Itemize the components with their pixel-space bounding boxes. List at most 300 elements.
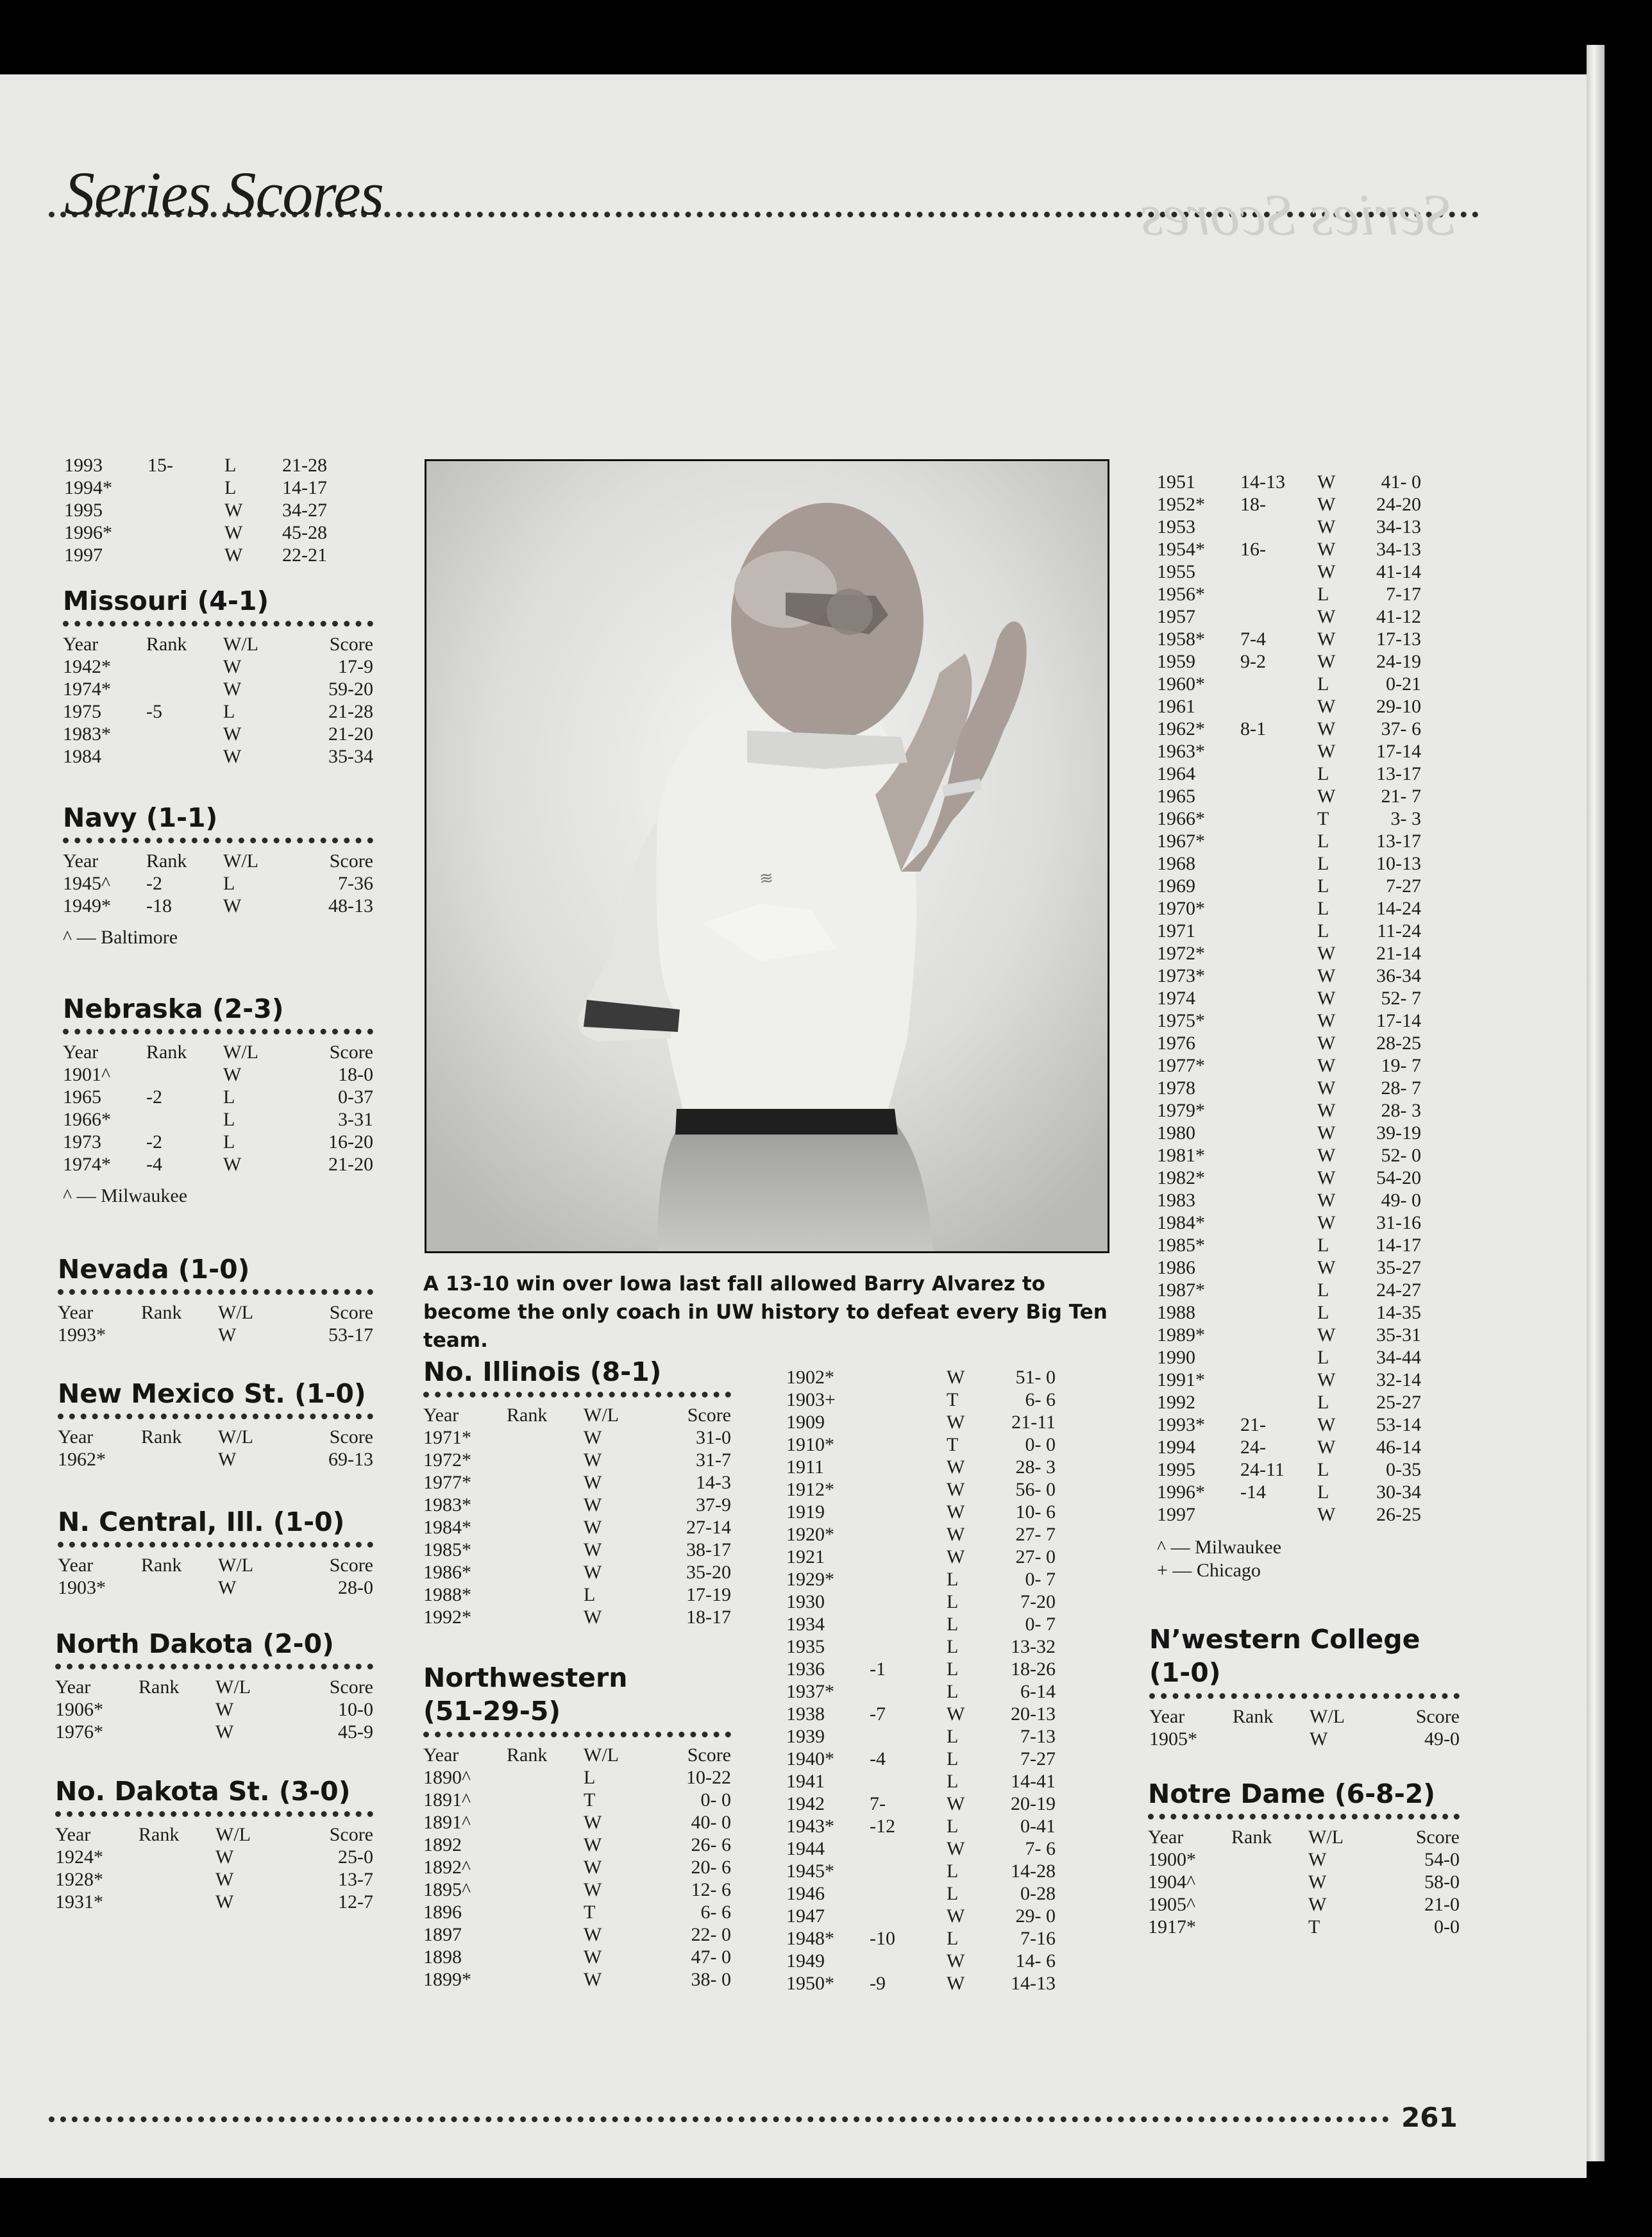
wl-cell: W	[584, 1562, 602, 1583]
table-row	[786, 1703, 1056, 1725]
score-cell: 17-19	[686, 1584, 731, 1605]
score-cell: 38-17	[686, 1539, 731, 1560]
score-table	[63, 633, 373, 768]
score-cell: 35-31	[1376, 1324, 1421, 1346]
wl-cell: W	[1317, 696, 1336, 717]
section-northwestern-continued	[786, 1366, 1056, 1995]
table-row	[1157, 1256, 1421, 1279]
section-title: Missouri (4-1)	[63, 586, 269, 616]
rank-cell: 9-2	[1240, 651, 1266, 672]
svg-text:≋: ≋	[758, 868, 775, 889]
table-row	[63, 1086, 373, 1108]
table-row	[423, 1583, 731, 1606]
score-cell: 21-14	[1376, 943, 1421, 964]
wl-cell: L	[947, 1748, 959, 1769]
column-header-score: Score	[1415, 1827, 1460, 1848]
table-row	[1157, 1234, 1421, 1256]
table-row	[1157, 1099, 1421, 1122]
section-n-central-ill	[58, 1506, 373, 1599]
score-cell: 6-14	[1020, 1681, 1056, 1702]
ghost-title-bleedthrough: Series Scores	[1140, 182, 1454, 248]
score-cell: 46-14	[1376, 1437, 1421, 1458]
rank-cell: -2	[146, 1086, 162, 1108]
table-row	[1157, 583, 1421, 605]
year-cell: 1992	[1157, 1392, 1195, 1413]
score-cell: 52- 7	[1381, 988, 1421, 1009]
rank-cell: -18	[146, 895, 172, 916]
wl-cell: L	[1317, 1235, 1329, 1256]
rank-cell: 18-	[1240, 494, 1266, 515]
score-cell: 32-14	[1376, 1369, 1421, 1390]
year-cell: 1895^	[423, 1879, 471, 1900]
table-row	[1157, 1346, 1421, 1369]
year-cell: 1892	[423, 1834, 462, 1855]
year-cell: 1959	[1157, 651, 1195, 672]
table-row	[423, 1766, 731, 1789]
wl-cell: W	[584, 1946, 602, 1968]
wl-cell: W	[223, 1154, 242, 1175]
table-row	[55, 1868, 373, 1891]
score-cell: 0-37	[338, 1086, 373, 1108]
score-cell: 10-0	[338, 1699, 373, 1720]
table-row	[1157, 471, 1421, 493]
column-header-rank: Rank	[139, 1676, 180, 1698]
wl-cell: W	[218, 1449, 237, 1470]
table-row	[786, 1770, 1056, 1793]
year-cell: 1961	[1157, 696, 1195, 717]
rank-cell: -1	[870, 1659, 886, 1680]
year-cell: 1892^	[423, 1857, 471, 1878]
year-cell: 1969	[1157, 875, 1195, 897]
section-dotted-rule	[63, 838, 373, 843]
table-row	[1148, 1871, 1460, 1893]
wl-cell: W	[1308, 1894, 1327, 1915]
section-navy	[63, 802, 373, 949]
table-row	[786, 1815, 1056, 1837]
score-cell: 27- 7	[1015, 1524, 1056, 1545]
score-cell: 22- 0	[691, 1924, 731, 1945]
year-cell: 1993*	[1157, 1414, 1205, 1435]
year-cell: 1975	[63, 701, 101, 722]
score-cell: 14-35	[1376, 1302, 1421, 1323]
score-cell: 17-14	[1376, 741, 1421, 762]
score-cell: 69-13	[328, 1449, 373, 1470]
section-dotted-rule	[55, 1664, 373, 1669]
year-cell: 1928*	[55, 1869, 103, 1890]
footnote: ^ — Milwaukee	[63, 1185, 188, 1206]
section-title: Nevada (1-0)	[58, 1254, 250, 1285]
year-cell: 1891^	[423, 1789, 471, 1811]
wl-cell: W	[215, 1846, 234, 1868]
wl-cell: W	[947, 1973, 965, 1994]
table-row	[58, 1324, 373, 1346]
wl-cell: W	[1317, 1437, 1336, 1458]
wl-cell: W	[1317, 516, 1336, 537]
year-cell: 1901^	[63, 1064, 111, 1085]
score-cell: 37-9	[696, 1494, 731, 1515]
wl-cell: L	[1317, 831, 1329, 852]
wl-cell: W	[1308, 1849, 1327, 1870]
table-row	[423, 1494, 731, 1516]
score-cell: 34-13	[1376, 539, 1421, 560]
column-header-score: Score	[329, 1676, 373, 1698]
wl-cell: L	[1317, 584, 1329, 605]
wl-cell: L	[947, 1636, 959, 1657]
table-row	[423, 1923, 731, 1946]
section-north-dakota	[55, 1628, 373, 1743]
score-table	[786, 1366, 1056, 1995]
year-cell: 1997	[64, 544, 103, 566]
wl-cell: L	[1317, 853, 1329, 874]
year-cell: 1943*	[786, 1816, 834, 1837]
section-northwestern-continued-2	[1157, 471, 1421, 1582]
section-dotted-rule	[58, 1542, 373, 1548]
table-row	[423, 1449, 731, 1471]
table-row	[58, 1576, 373, 1599]
score-cell: 14-3	[696, 1472, 731, 1493]
score-cell: 10-22	[686, 1767, 731, 1788]
section-title: Notre Dame (6-8-2)	[1148, 1778, 1435, 1809]
score-cell: 24-20	[1376, 494, 1421, 515]
year-cell: 1984*	[1157, 1212, 1205, 1233]
table-row	[1157, 807, 1421, 830]
wl-cell: W	[1317, 1100, 1336, 1121]
table-header-row	[423, 1744, 731, 1766]
table-row	[63, 723, 373, 745]
table-row	[786, 1927, 1056, 1950]
table-row	[1157, 561, 1421, 583]
rank-cell: -4	[870, 1748, 886, 1769]
score-cell: 13-32	[1011, 1636, 1056, 1657]
year-cell: 1949	[786, 1950, 825, 1971]
year-cell: 1929*	[786, 1569, 834, 1590]
table-row	[786, 1613, 1056, 1635]
table-row	[1157, 1122, 1421, 1144]
wl-cell: T	[584, 1902, 596, 1923]
wl-cell: W	[223, 895, 242, 916]
rank-cell: -14	[1240, 1481, 1266, 1503]
score-cell: 48-13	[328, 895, 373, 916]
score-cell: 41- 0	[1381, 471, 1421, 493]
year-cell: 1939	[786, 1726, 825, 1747]
year-cell: 1993*	[58, 1324, 106, 1346]
wl-cell: L	[947, 1861, 959, 1882]
table-row	[1157, 1189, 1421, 1211]
year-cell: 1956*	[1157, 584, 1205, 605]
wl-cell: W	[584, 1924, 602, 1945]
year-cell: 1942*	[63, 656, 111, 677]
table-header-row	[1148, 1826, 1460, 1848]
year-cell: 1904^	[1148, 1871, 1196, 1893]
table-row	[786, 1411, 1056, 1433]
table-row	[63, 1131, 373, 1153]
table-row	[1157, 1481, 1421, 1503]
wl-cell: L	[947, 1659, 959, 1680]
year-cell: 1977*	[1157, 1055, 1205, 1076]
table-row	[1157, 673, 1421, 695]
score-cell: 21-11	[1011, 1412, 1056, 1433]
rank-cell: -9	[870, 1973, 886, 1994]
year-cell: 1898	[423, 1946, 462, 1968]
column-header-rank: Rank	[146, 1042, 187, 1063]
column-header-score: Score	[687, 1744, 731, 1766]
year-cell: 1989*	[1157, 1324, 1205, 1346]
score-cell: 6- 6	[700, 1902, 731, 1923]
wl-cell: W	[1317, 1077, 1336, 1099]
score-cell: 13-17	[1376, 831, 1421, 852]
year-cell: 1990	[1157, 1347, 1195, 1368]
rank-cell: 21-	[1240, 1414, 1266, 1435]
year-cell: 1967*	[1157, 831, 1205, 852]
score-cell: 28- 7	[1381, 1077, 1421, 1099]
column-header-score: Score	[329, 1426, 373, 1448]
wl-cell: W	[584, 1969, 602, 1990]
table-row	[786, 1658, 1056, 1680]
score-cell: 0-35	[1386, 1459, 1421, 1480]
wl-cell: L	[1317, 673, 1329, 695]
column-header-year: Year	[55, 1676, 91, 1698]
year-cell: 1952*	[1157, 494, 1205, 515]
score-cell: 39-19	[1376, 1122, 1421, 1144]
column-header-wl: W/L	[215, 1676, 251, 1698]
section-title: New Mexico St. (1-0)	[58, 1378, 366, 1409]
year-cell: 1977*	[423, 1472, 471, 1493]
table-row	[786, 1748, 1056, 1770]
year-cell: 1954*	[1157, 539, 1205, 560]
wl-cell: W	[224, 500, 243, 521]
table-header-row	[55, 1823, 373, 1846]
wl-cell: W	[223, 656, 242, 677]
table-row	[1157, 740, 1421, 763]
year-cell: 1897	[423, 1924, 462, 1945]
table-row	[786, 1501, 1056, 1523]
table-header-row	[63, 1041, 373, 1063]
table-row	[786, 1635, 1056, 1658]
rank-cell: 16-	[1240, 539, 1266, 560]
year-cell: 1951	[1157, 471, 1195, 493]
score-cell: 41-12	[1376, 606, 1421, 627]
table-row	[1157, 875, 1421, 897]
table-row	[63, 1108, 373, 1131]
wl-cell: T	[1308, 1916, 1320, 1937]
table-row	[1157, 1436, 1421, 1458]
score-cell: 14-41	[1011, 1771, 1056, 1792]
year-cell: 1996*	[1157, 1481, 1205, 1503]
column-header-year: Year	[58, 1555, 94, 1576]
table-row	[63, 678, 373, 700]
year-cell: 1983*	[63, 723, 111, 745]
column-header-rank: Rank	[141, 1302, 182, 1323]
score-cell: 31-7	[696, 1449, 731, 1471]
table-row	[1157, 605, 1421, 628]
wl-cell: L	[1317, 875, 1329, 897]
coach-photo-image	[426, 461, 1108, 1251]
page-edge	[1587, 45, 1605, 2161]
table-row	[1157, 1369, 1421, 1391]
section-nwestern-college	[1149, 1623, 1460, 1750]
wl-cell: T	[947, 1434, 959, 1455]
wl-cell: W	[1317, 1055, 1336, 1076]
rank-cell: 15-	[148, 455, 173, 476]
year-cell: 1957	[1157, 606, 1195, 627]
score-table	[55, 1823, 373, 1913]
table-row	[423, 1811, 731, 1834]
wl-cell: W	[947, 1479, 965, 1500]
score-cell: 34-13	[1376, 516, 1421, 537]
year-cell: 1912*	[786, 1479, 834, 1500]
table-row	[423, 1789, 731, 1811]
year-cell: 1902*	[786, 1367, 834, 1388]
section-missouri	[63, 585, 373, 768]
year-cell: 1962*	[58, 1449, 106, 1470]
wl-cell: W	[1317, 1145, 1336, 1166]
table-row	[786, 1905, 1056, 1927]
score-cell: 59-20	[328, 679, 373, 700]
year-cell: 1985*	[1157, 1235, 1205, 1256]
year-cell: 1979*	[1157, 1100, 1205, 1121]
table-row	[64, 454, 327, 477]
score-cell: 7-20	[1020, 1591, 1056, 1612]
section-title: N’western College (1-0)	[1149, 1624, 1420, 1688]
column-header-rank: Rank	[507, 1744, 548, 1766]
rank-cell: -7	[870, 1703, 886, 1725]
year-cell: 1937*	[786, 1681, 834, 1702]
table-row	[64, 499, 327, 521]
year-cell: 1985*	[423, 1539, 471, 1560]
column-header-year: Year	[55, 1824, 91, 1845]
table-row	[423, 1856, 731, 1878]
wl-cell: L	[947, 1591, 959, 1612]
year-cell: 1903*	[58, 1577, 106, 1598]
rank-cell: 24-11	[1240, 1459, 1285, 1480]
wl-cell: W	[584, 1812, 602, 1833]
score-cell: 14- 6	[1015, 1950, 1056, 1971]
table-row	[63, 895, 373, 917]
score-cell: 7-27	[1386, 875, 1421, 897]
wl-cell: L	[224, 477, 237, 498]
column-header-rank: Rank	[507, 1405, 548, 1426]
table-row	[786, 1366, 1056, 1389]
wl-cell: T	[584, 1789, 596, 1811]
section-no-illinois	[423, 1356, 731, 1628]
year-cell: 1996*	[64, 522, 112, 543]
score-cell: 27- 0	[1015, 1546, 1056, 1567]
year-cell: 1995	[64, 500, 103, 521]
wl-cell: W	[947, 1838, 965, 1859]
year-cell: 1919	[786, 1501, 825, 1523]
table-row	[1157, 920, 1421, 942]
year-cell: 1963*	[1157, 741, 1205, 762]
year-cell: 1909	[786, 1412, 825, 1433]
section-title: No. Dakota St. (3-0)	[55, 1776, 351, 1807]
year-cell: 1941	[786, 1771, 825, 1792]
year-cell: 1921	[786, 1546, 825, 1567]
table-row	[786, 1972, 1056, 1995]
wl-cell: W	[1317, 494, 1336, 515]
table-row	[55, 1846, 373, 1868]
year-cell: 1968	[1157, 853, 1195, 874]
wl-cell: L	[223, 1131, 235, 1152]
rank-cell: 7-	[870, 1793, 886, 1814]
wl-cell: L	[1317, 1347, 1329, 1368]
table-row	[1157, 1054, 1421, 1077]
score-cell: 19- 7	[1381, 1055, 1421, 1076]
year-cell: 1983*	[423, 1494, 471, 1515]
score-cell: 38- 0	[691, 1969, 731, 1990]
score-table	[58, 1554, 373, 1599]
table-row	[423, 1471, 731, 1494]
table-row	[63, 1153, 373, 1176]
table-row	[786, 1860, 1056, 1882]
wl-cell: L	[223, 1109, 235, 1130]
score-cell: 29-10	[1376, 696, 1421, 717]
wl-cell: W	[1317, 1190, 1336, 1211]
score-cell: 0- 7	[1025, 1569, 1056, 1590]
table-row	[64, 521, 327, 544]
table-row	[1157, 1503, 1421, 1526]
year-cell: 1978	[1157, 1077, 1195, 1099]
wl-cell: W	[1317, 741, 1336, 762]
year-cell: 1988	[1157, 1302, 1195, 1323]
year-cell: 1942	[786, 1793, 825, 1814]
wl-cell: L	[947, 1614, 959, 1635]
column-header-year: Year	[1148, 1827, 1184, 1848]
score-cell: 58-0	[1424, 1871, 1460, 1893]
wl-cell: L	[584, 1767, 596, 1788]
column-header-rank: Rank	[1231, 1827, 1272, 1848]
table-row	[1157, 965, 1421, 987]
score-cell: 51- 0	[1015, 1367, 1056, 1388]
score-cell: 16-20	[328, 1131, 373, 1152]
table-row	[1157, 987, 1421, 1009]
table-header-row	[1149, 1705, 1460, 1728]
wl-cell: W	[584, 1427, 602, 1448]
column-header-rank: Rank	[141, 1555, 182, 1576]
score-cell: 27-14	[686, 1517, 731, 1538]
column-header-year: Year	[423, 1405, 459, 1426]
wl-cell: L	[1317, 1459, 1329, 1480]
table-row	[1157, 1414, 1421, 1436]
column-header-score: Score	[329, 1302, 373, 1323]
column-header-year: Year	[63, 1042, 99, 1063]
score-cell: 6- 6	[1025, 1389, 1056, 1410]
score-cell: 0- 0	[700, 1789, 731, 1811]
table-row	[1157, 516, 1421, 538]
score-cell: 35-27	[1376, 1257, 1421, 1278]
wl-cell: W	[1317, 1167, 1336, 1188]
rank-cell: -12	[870, 1816, 895, 1837]
score-cell: 28- 3	[1381, 1100, 1421, 1121]
year-cell: 1966*	[1157, 808, 1205, 829]
score-cell: 17-9	[338, 656, 373, 677]
score-cell: 0-0	[1434, 1916, 1460, 1937]
section-title: No. Illinois (8-1)	[423, 1356, 662, 1387]
table-row	[1157, 628, 1421, 650]
table-row	[1157, 538, 1421, 561]
bottom-dotted-rule	[49, 2116, 1389, 2122]
wl-cell: W	[215, 1869, 234, 1890]
score-cell: 25-27	[1376, 1392, 1421, 1413]
score-cell: 53-14	[1376, 1414, 1421, 1435]
score-cell: 28- 3	[1015, 1456, 1056, 1478]
wl-cell: W	[584, 1857, 602, 1878]
table-row	[423, 1834, 731, 1856]
year-cell: 1905*	[1149, 1728, 1197, 1750]
score-table	[55, 1676, 373, 1743]
score-cell: 14-17	[282, 477, 327, 498]
column-header-wl: W/L	[1310, 1706, 1345, 1727]
wl-cell: W	[1317, 651, 1336, 672]
